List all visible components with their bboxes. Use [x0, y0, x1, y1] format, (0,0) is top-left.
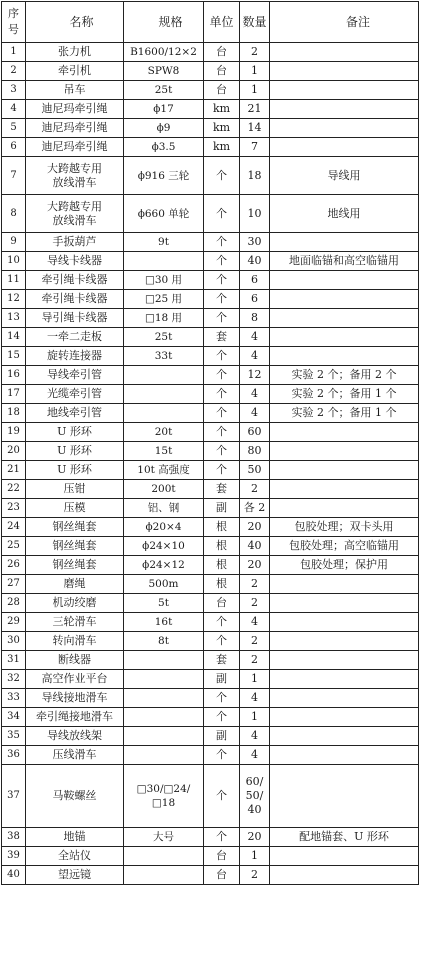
row-number: 16 [2, 366, 26, 385]
table-row [2, 651, 419, 670]
item-spec [124, 847, 204, 866]
item-spec [124, 689, 204, 708]
table-row [2, 632, 419, 651]
item-spec [124, 708, 204, 727]
table-row [2, 309, 419, 328]
item-name: 钢丝绳套 [26, 518, 124, 537]
item-spec [124, 670, 204, 689]
item-name: 转向滑车 [26, 632, 124, 651]
item-name: 压线滑车 [26, 746, 124, 765]
row-number: 27 [2, 575, 26, 594]
item-remark [270, 746, 419, 765]
item-name: 牵引绳接地滑车 [26, 708, 124, 727]
item-name: 压模 [26, 499, 124, 518]
table-row [2, 575, 419, 594]
item-name: 望远镜 [26, 866, 124, 885]
item-remark [270, 62, 419, 81]
item-quantity: 21 [240, 100, 270, 119]
item-spec [124, 727, 204, 746]
item-quantity: 8 [240, 309, 270, 328]
row-number: 25 [2, 537, 26, 556]
item-quantity: 4 [240, 347, 270, 366]
item-quantity: 4 [240, 385, 270, 404]
item-name: 导线接地滑车 [26, 689, 124, 708]
item-unit: 根 [204, 575, 240, 594]
table-row [2, 233, 419, 252]
table-row [2, 404, 419, 423]
table-row [2, 157, 419, 195]
table-body [2, 43, 419, 885]
item-unit: 台 [204, 81, 240, 100]
item-quantity: 1 [240, 62, 270, 81]
item-unit: km [204, 100, 240, 119]
row-number: 7 [2, 157, 26, 195]
item-spec: 200t [124, 480, 204, 499]
row-number: 28 [2, 594, 26, 613]
item-unit: 台 [204, 594, 240, 613]
item-unit: 个 [204, 632, 240, 651]
item-name: 光缆牵引管 [26, 385, 124, 404]
item-spec: ϕ24×10 [124, 537, 204, 556]
item-quantity: 1 [240, 708, 270, 727]
item-quantity: 1 [240, 81, 270, 100]
item-unit: 台 [204, 62, 240, 81]
item-remark: 实验 2 个；备用 1 个 [270, 385, 419, 404]
equipment-table [1, 1, 419, 885]
row-number: 33 [2, 689, 26, 708]
item-remark: 实验 2 个；备用 1 个 [270, 404, 419, 423]
item-remark [270, 689, 419, 708]
item-name: 马鞍螺丝 [26, 765, 124, 828]
table-row [2, 62, 419, 81]
item-name: 钢丝绳套 [26, 556, 124, 575]
table-header-row [2, 2, 419, 43]
item-remark: 地线用 [270, 195, 419, 233]
item-name: U 形环 [26, 423, 124, 442]
item-quantity: 2 [240, 651, 270, 670]
item-quantity: 6 [240, 290, 270, 309]
table-row [2, 252, 419, 271]
table-row [2, 689, 419, 708]
item-spec: ϕ24×12 [124, 556, 204, 575]
row-number: 9 [2, 233, 26, 252]
row-number: 22 [2, 480, 26, 499]
item-spec: □30/□24/ □18 [124, 765, 204, 828]
item-quantity: 60 [240, 423, 270, 442]
item-spec: 铝、钢 [124, 499, 204, 518]
table-row [2, 119, 419, 138]
item-unit: 副 [204, 727, 240, 746]
item-unit: 个 [204, 828, 240, 847]
item-spec [124, 252, 204, 271]
equipment-table-container [1, 1, 419, 885]
item-remark: 实验 2 个；备用 2 个 [270, 366, 419, 385]
item-quantity: 14 [240, 119, 270, 138]
item-remark [270, 43, 419, 62]
item-unit: 个 [204, 765, 240, 828]
item-spec [124, 866, 204, 885]
row-number: 4 [2, 100, 26, 119]
item-remark [270, 81, 419, 100]
item-unit: 个 [204, 195, 240, 233]
item-quantity: 50 [240, 461, 270, 480]
item-remark [270, 594, 419, 613]
item-spec: ϕ660 单轮 [124, 195, 204, 233]
table-row [2, 290, 419, 309]
row-number: 39 [2, 847, 26, 866]
row-number: 26 [2, 556, 26, 575]
item-name: 迪尼玛牵引绳 [26, 100, 124, 119]
item-name: 导线放线架 [26, 727, 124, 746]
item-quantity: 40 [240, 252, 270, 271]
item-name: 钢丝绳套 [26, 537, 124, 556]
item-quantity: 40 [240, 537, 270, 556]
header-name: 名称 [26, 2, 124, 43]
item-quantity: 2 [240, 866, 270, 885]
item-quantity: 2 [240, 480, 270, 499]
table-row [2, 271, 419, 290]
row-number: 19 [2, 423, 26, 442]
item-quantity: 2 [240, 632, 270, 651]
item-name: 导线卡线器 [26, 252, 124, 271]
table-row [2, 442, 419, 461]
row-number: 17 [2, 385, 26, 404]
item-quantity: 2 [240, 575, 270, 594]
table-row [2, 499, 419, 518]
table-row [2, 138, 419, 157]
table-row [2, 670, 419, 689]
item-remark: 包胶处理；高空临锚用 [270, 537, 419, 556]
item-quantity: 6 [240, 271, 270, 290]
item-remark [270, 765, 419, 828]
item-remark: 包胶处理；保护用 [270, 556, 419, 575]
table-row [2, 347, 419, 366]
item-name: 高空作业平台 [26, 670, 124, 689]
item-name: 张力机 [26, 43, 124, 62]
row-number: 36 [2, 746, 26, 765]
row-number: 29 [2, 613, 26, 632]
item-quantity: 4 [240, 727, 270, 746]
item-unit: km [204, 119, 240, 138]
row-number: 12 [2, 290, 26, 309]
item-remark [270, 347, 419, 366]
row-number: 5 [2, 119, 26, 138]
item-name: 三轮滑车 [26, 613, 124, 632]
item-spec [124, 385, 204, 404]
header-unit: 单位 [204, 2, 240, 43]
item-name: 全站仪 [26, 847, 124, 866]
item-unit: 个 [204, 746, 240, 765]
item-remark [270, 328, 419, 347]
item-spec: 25t [124, 81, 204, 100]
item-remark [270, 847, 419, 866]
item-name: U 形环 [26, 442, 124, 461]
item-spec: ϕ916 三轮 [124, 157, 204, 195]
row-number: 34 [2, 708, 26, 727]
table-row [2, 537, 419, 556]
item-quantity: 4 [240, 746, 270, 765]
item-quantity: 4 [240, 689, 270, 708]
item-quantity: 1 [240, 847, 270, 866]
item-unit: 个 [204, 708, 240, 727]
item-remark [270, 271, 419, 290]
table-row [2, 765, 419, 828]
row-number: 3 [2, 81, 26, 100]
item-spec: 33t [124, 347, 204, 366]
item-quantity: 1 [240, 670, 270, 689]
item-remark [270, 670, 419, 689]
item-name: 迪尼玛牵引绳 [26, 138, 124, 157]
item-unit: 个 [204, 347, 240, 366]
item-unit: 台 [204, 43, 240, 62]
item-remark: 地面临锚和高空临锚用 [270, 252, 419, 271]
item-name: 旋转连接器 [26, 347, 124, 366]
item-spec: □25 用 [124, 290, 204, 309]
header-qty: 数量 [240, 2, 270, 43]
item-remark [270, 499, 419, 518]
row-number: 38 [2, 828, 26, 847]
row-number: 32 [2, 670, 26, 689]
item-quantity: 12 [240, 366, 270, 385]
item-spec: 大号 [124, 828, 204, 847]
table-row [2, 385, 419, 404]
item-name: 磨绳 [26, 575, 124, 594]
item-quantity: 18 [240, 157, 270, 195]
item-unit: 副 [204, 499, 240, 518]
row-number: 11 [2, 271, 26, 290]
item-unit: 个 [204, 423, 240, 442]
item-unit: 个 [204, 613, 240, 632]
item-unit: 个 [204, 290, 240, 309]
table-row [2, 461, 419, 480]
row-number: 18 [2, 404, 26, 423]
item-quantity: 20 [240, 518, 270, 537]
item-quantity: 20 [240, 828, 270, 847]
item-remark [270, 575, 419, 594]
table-row [2, 81, 419, 100]
item-remark [270, 233, 419, 252]
table-row [2, 828, 419, 847]
table-row [2, 423, 419, 442]
item-unit: 根 [204, 556, 240, 575]
table-row [2, 847, 419, 866]
item-remark [270, 100, 419, 119]
item-unit: 个 [204, 252, 240, 271]
row-number: 8 [2, 195, 26, 233]
item-remark [270, 651, 419, 670]
table-row [2, 195, 419, 233]
item-unit: 个 [204, 404, 240, 423]
row-number: 31 [2, 651, 26, 670]
row-number: 10 [2, 252, 26, 271]
table-row [2, 43, 419, 62]
item-unit: 个 [204, 157, 240, 195]
row-number: 1 [2, 43, 26, 62]
row-number: 15 [2, 347, 26, 366]
item-name: 大跨越专用 放线滑车 [26, 195, 124, 233]
item-spec: SPW8 [124, 62, 204, 81]
item-unit: 个 [204, 271, 240, 290]
item-remark [270, 727, 419, 746]
item-unit: 台 [204, 866, 240, 885]
item-quantity: 30 [240, 233, 270, 252]
item-name: 吊车 [26, 81, 124, 100]
item-remark [270, 119, 419, 138]
item-name: 压钳 [26, 480, 124, 499]
item-name: 导引绳卡线器 [26, 309, 124, 328]
item-name: 牵引机 [26, 62, 124, 81]
header-no: 序号 [2, 2, 26, 43]
table-row [2, 100, 419, 119]
item-quantity: 80 [240, 442, 270, 461]
item-quantity: 20 [240, 556, 270, 575]
table-row [2, 518, 419, 537]
item-spec: 16t [124, 613, 204, 632]
item-unit: 个 [204, 385, 240, 404]
table-row [2, 480, 419, 499]
item-name: 一牵二走板 [26, 328, 124, 347]
table-row [2, 613, 419, 632]
item-unit: 套 [204, 480, 240, 499]
item-unit: 个 [204, 461, 240, 480]
item-remark [270, 423, 419, 442]
table-row [2, 866, 419, 885]
table-row [2, 746, 419, 765]
row-number: 2 [2, 62, 26, 81]
row-number: 35 [2, 727, 26, 746]
item-spec: 10t 高强度 [124, 461, 204, 480]
item-unit: km [204, 138, 240, 157]
item-name: 断线器 [26, 651, 124, 670]
row-number: 37 [2, 765, 26, 828]
item-spec: 500m [124, 575, 204, 594]
row-number: 40 [2, 866, 26, 885]
item-quantity: 7 [240, 138, 270, 157]
item-spec: □18 用 [124, 309, 204, 328]
table-row [2, 727, 419, 746]
item-unit: 副 [204, 670, 240, 689]
item-quantity: 60/ 50/ 40 [240, 765, 270, 828]
item-spec [124, 404, 204, 423]
item-unit: 套 [204, 651, 240, 670]
item-spec: □30 用 [124, 271, 204, 290]
item-unit: 个 [204, 233, 240, 252]
item-spec: 8t [124, 632, 204, 651]
item-spec: 9t [124, 233, 204, 252]
item-quantity: 各 2 [240, 499, 270, 518]
row-number: 14 [2, 328, 26, 347]
item-name: 牵引绳卡线器 [26, 271, 124, 290]
item-remark [270, 309, 419, 328]
item-spec: ϕ20×4 [124, 518, 204, 537]
item-remark: 配地锚套、U 形环 [270, 828, 419, 847]
item-unit: 个 [204, 309, 240, 328]
item-remark [270, 442, 419, 461]
item-unit: 根 [204, 518, 240, 537]
item-remark [270, 480, 419, 499]
item-remark [270, 708, 419, 727]
item-name: 大跨越专用 放线滑车 [26, 157, 124, 195]
item-quantity: 2 [240, 43, 270, 62]
item-name: 牵引绳卡线器 [26, 290, 124, 309]
item-spec: ϕ17 [124, 100, 204, 119]
item-remark [270, 866, 419, 885]
row-number: 21 [2, 461, 26, 480]
item-spec [124, 746, 204, 765]
item-remark [270, 138, 419, 157]
item-name: 迪尼玛牵引绳 [26, 119, 124, 138]
item-quantity: 10 [240, 195, 270, 233]
item-remark [270, 461, 419, 480]
item-spec: 15t [124, 442, 204, 461]
item-name: 手扳葫芦 [26, 233, 124, 252]
item-quantity: 2 [240, 594, 270, 613]
item-unit: 套 [204, 328, 240, 347]
table-row [2, 556, 419, 575]
table-row [2, 708, 419, 727]
item-spec: 5t [124, 594, 204, 613]
item-quantity: 4 [240, 613, 270, 632]
table-row [2, 366, 419, 385]
item-remark: 包胶处理；双卡头用 [270, 518, 419, 537]
item-spec: B1600/12×2 [124, 43, 204, 62]
item-spec: 20t [124, 423, 204, 442]
item-name: 地线牵引管 [26, 404, 124, 423]
item-unit: 个 [204, 366, 240, 385]
item-name: U 形环 [26, 461, 124, 480]
table-row [2, 328, 419, 347]
item-unit: 台 [204, 847, 240, 866]
item-remark [270, 613, 419, 632]
header-spec: 规格 [124, 2, 204, 43]
table-row [2, 594, 419, 613]
item-remark [270, 632, 419, 651]
item-spec [124, 651, 204, 670]
row-number: 6 [2, 138, 26, 157]
row-number: 13 [2, 309, 26, 328]
row-number: 30 [2, 632, 26, 651]
item-unit: 个 [204, 442, 240, 461]
item-spec [124, 366, 204, 385]
item-remark: 导线用 [270, 157, 419, 195]
item-name: 导线牵引管 [26, 366, 124, 385]
item-spec: ϕ3.5 [124, 138, 204, 157]
row-number: 20 [2, 442, 26, 461]
header-remark: 备注 [270, 2, 419, 43]
item-unit: 根 [204, 537, 240, 556]
item-spec: ϕ9 [124, 119, 204, 138]
item-unit: 个 [204, 689, 240, 708]
item-remark [270, 290, 419, 309]
item-name: 机动绞磨 [26, 594, 124, 613]
item-quantity: 4 [240, 404, 270, 423]
item-spec: 25t [124, 328, 204, 347]
row-number: 23 [2, 499, 26, 518]
item-quantity: 4 [240, 328, 270, 347]
row-number: 24 [2, 518, 26, 537]
item-name: 地锚 [26, 828, 124, 847]
